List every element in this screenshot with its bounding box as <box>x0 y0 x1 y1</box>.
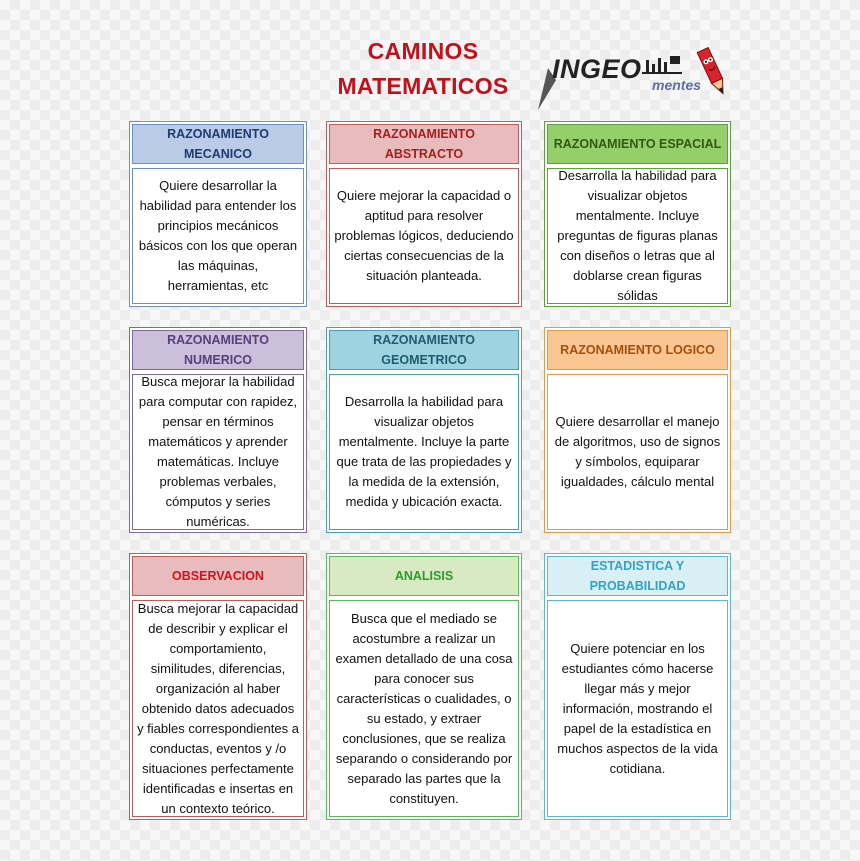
card-body: Busca mejorar la habilidad para computar con rapidez, pensar en términos matemáticos y aprender matemáticas. Incluye problemas verbales, cómputos y series numéricas. <box>132 374 304 530</box>
card-header: RAZONAMIENTO LOGICO <box>547 330 728 370</box>
card-observacion <box>129 553 307 820</box>
logo-subword: mentes <box>652 77 702 93</box>
card-body: Quiere desarrollar la habilidad para entender los principios mecánicos básicos con los que operan las máquinas, herramientas, etc <box>132 168 304 304</box>
card-body: Busca mejorar la capacidad de describir y explicar el comportamiento, similitudes, diferencias, organización al haber obtenido datos adecuados y fiables correspondientes a conductas, eventos y /o situaciones perfectamente identificadas e insertas en un contexto teórico. <box>132 600 304 817</box>
card-body: Quiere mejorar la capacidad o aptitud para resolver problemas lógicos, deduciendo ciertas consecuencias de la situación planteada. <box>329 168 519 304</box>
ingeomentes-logo <box>534 40 734 118</box>
card-header: RAZONAMIENTO GEOMETRICO <box>329 330 519 370</box>
card-header: ESTADISTICA Y PROBABILIDAD <box>547 556 728 596</box>
logo-word: INGEO <box>552 54 642 84</box>
title-line-2: MATEMATICOS <box>337 73 509 99</box>
card-header: RAZONAMIENTO ESPACIAL <box>547 124 728 164</box>
card-body: Quiere desarrollar el manejo de algoritmos, uso de signos y símbolos, equiparar igualdades, cálculo mental <box>547 374 728 530</box>
card-header: RAZONAMIENTO NUMERICO <box>132 330 304 370</box>
card-analisis <box>326 553 522 820</box>
card-body: Quiere potenciar en los estudiantes cómo hacerse llegar más y mejor información, mostrando el papel de la estadística en muchos aspectos de la vida cotidiana. <box>547 600 728 817</box>
card-body: Desarrolla la habilidad para visualizar objetos mentalmente. Incluye preguntas de figuras planas con diseños o letras que al doblarse crean figuras sólidas <box>547 168 728 304</box>
card-header: RAZONAMIENTO ABSTRACTO <box>329 124 519 164</box>
card-razonamiento-numerico <box>129 327 307 533</box>
card-razonamiento-espacial <box>544 121 731 307</box>
card-body: Busca que el mediado se acostumbre a realizar un examen detallado de una cosa para conocer sus características o cualidades, o su estado, y extraer conclusiones, que se realiza separando o considerando por separado las partes que la constituyen. <box>329 600 519 817</box>
title-line-1: CAMINOS <box>367 38 479 64</box>
card-header: RAZONAMIENTO MECANICO <box>132 124 304 164</box>
card-estadistica-probabilidad <box>544 553 731 820</box>
card-razonamiento-abstracto <box>326 121 522 307</box>
card-header: ANALISIS <box>329 556 519 596</box>
card-razonamiento-geometrico <box>326 327 522 533</box>
page-title <box>318 34 528 104</box>
card-body: Desarrolla la habilidad para visualizar objetos mentalmente. Incluye la parte que trata de las propiedades y la medida de la extensión, medida y ubicación exacta. <box>329 374 519 530</box>
card-header: OBSERVACION <box>132 556 304 596</box>
card-razonamiento-logico <box>544 327 731 533</box>
card-razonamiento-mecanico <box>129 121 307 307</box>
